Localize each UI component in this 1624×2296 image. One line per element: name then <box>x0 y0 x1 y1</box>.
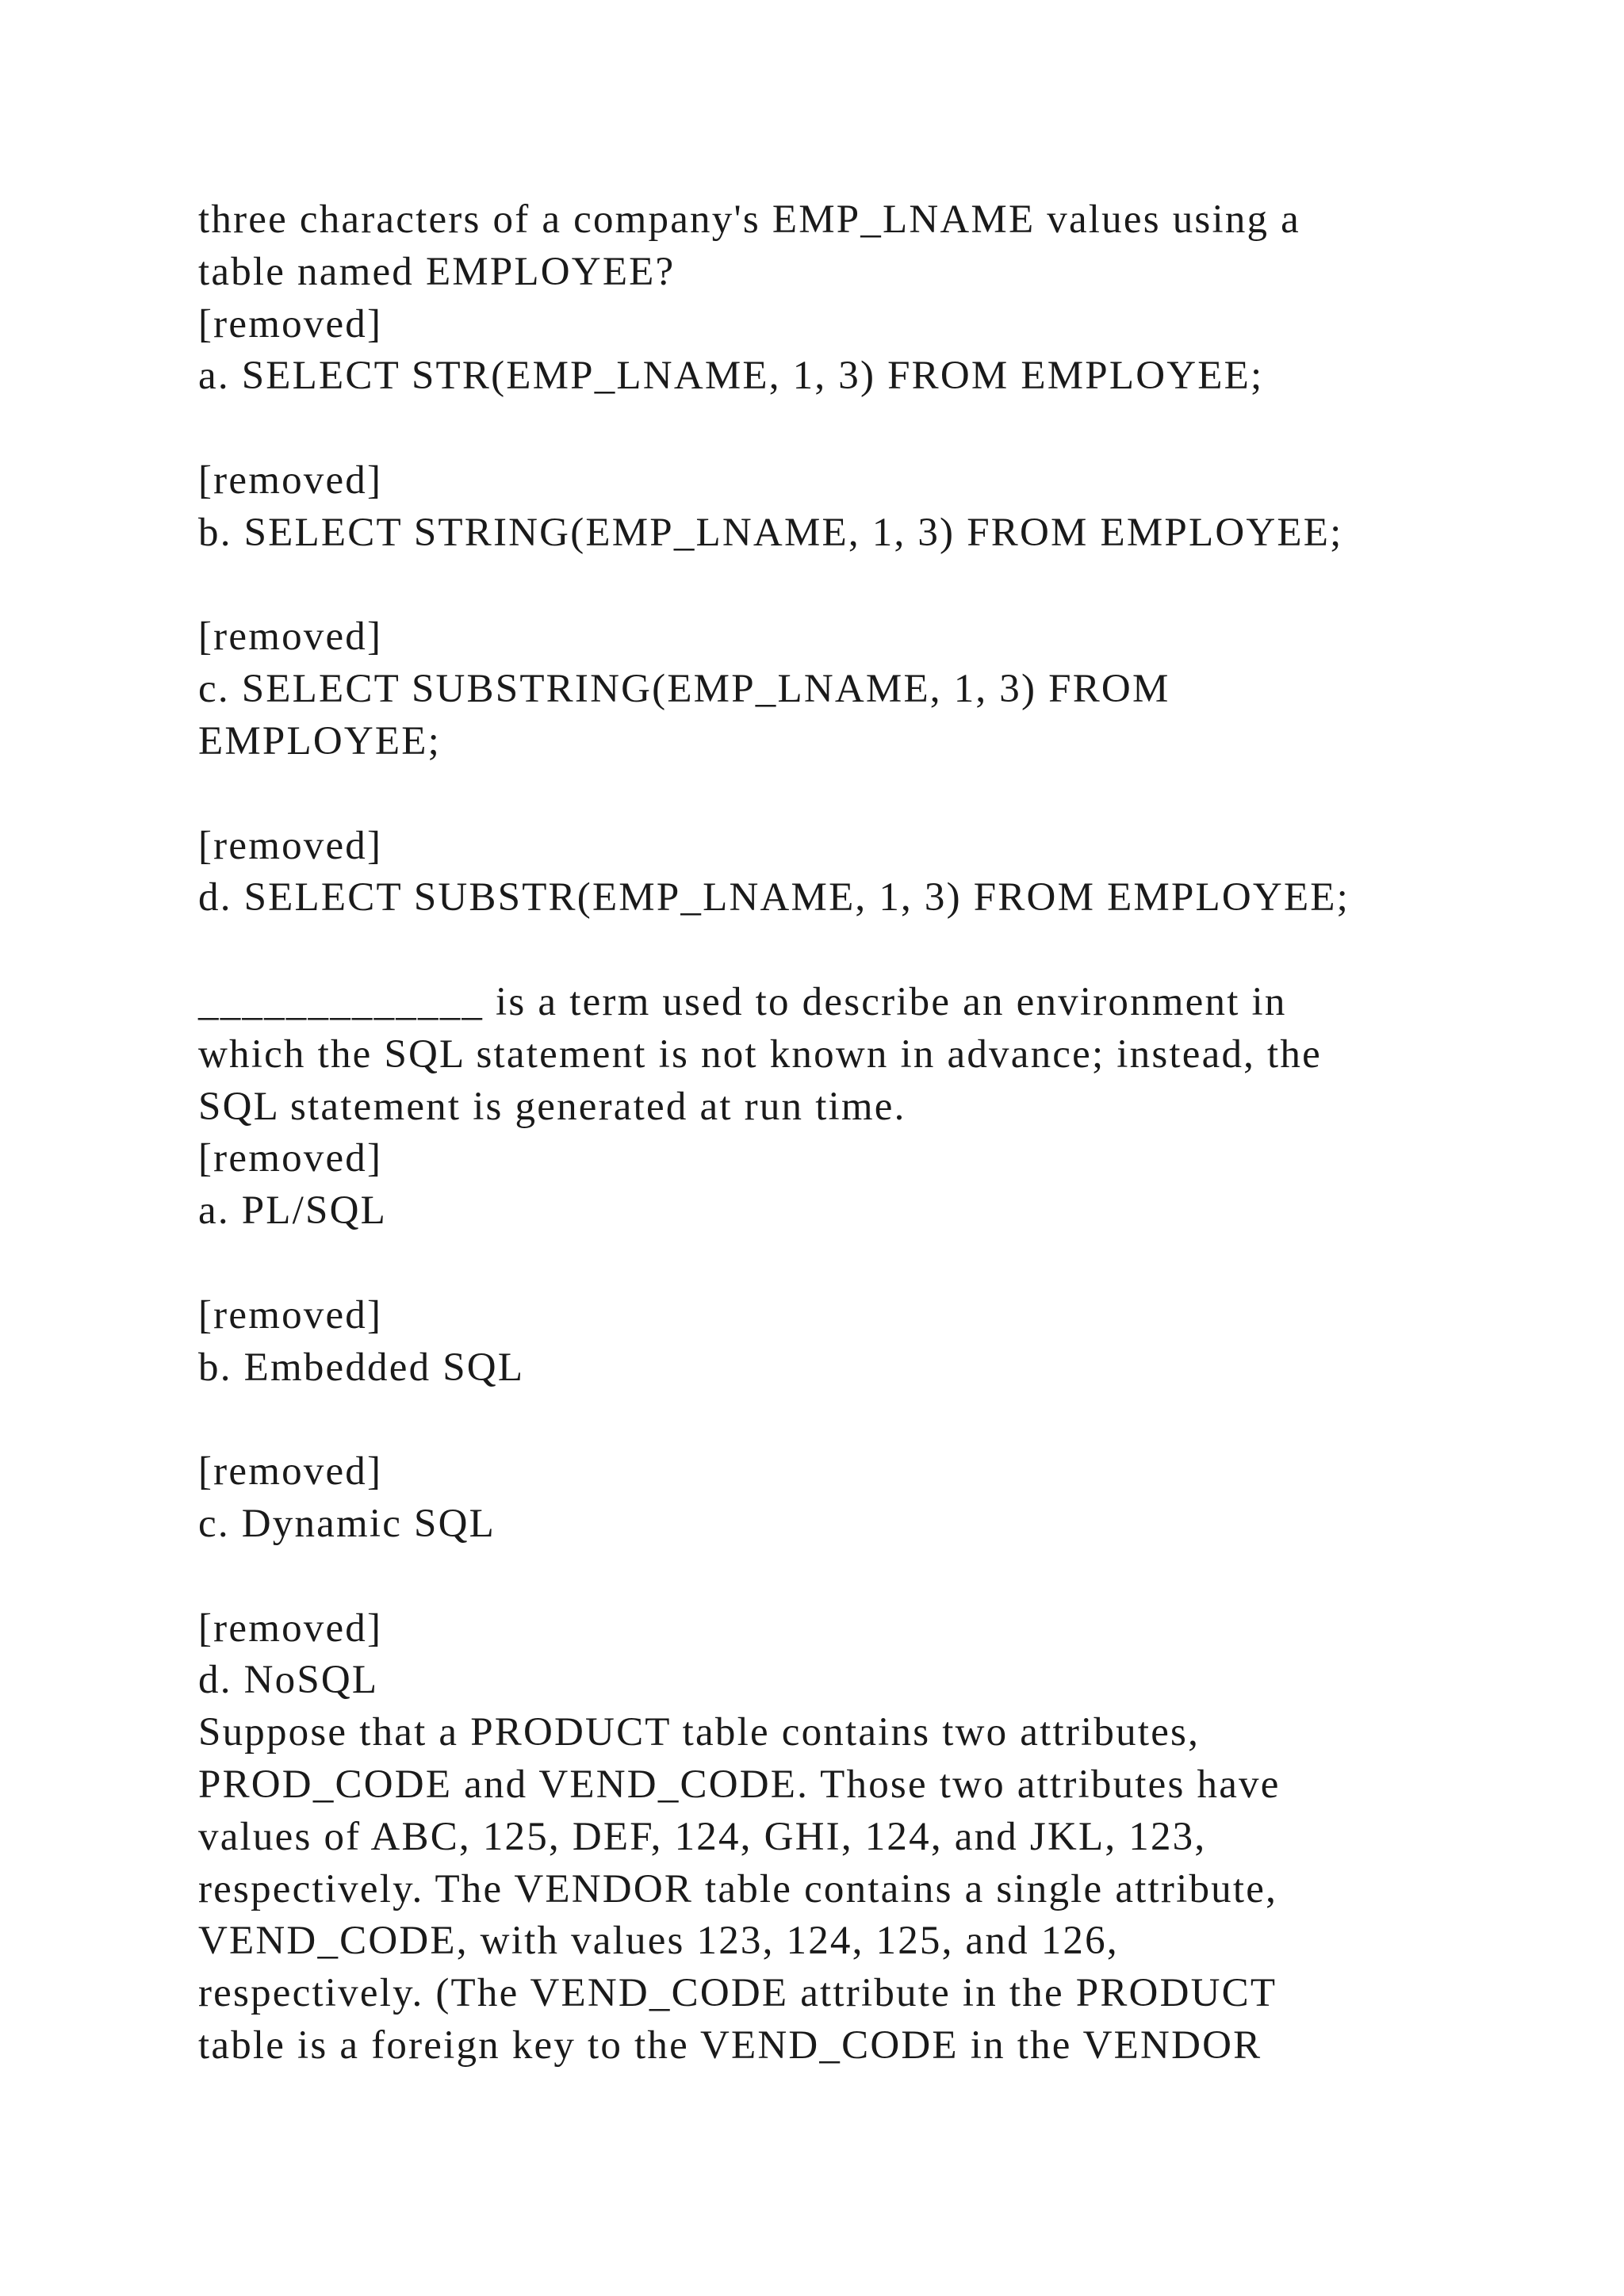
answer-option: d. SELECT SUBSTR(EMP_LNAME, 1, 3) FROM EMPLOYEE; <box>198 875 1350 920</box>
question-text: table is a foreign key to the VEND_CODE in the VENDOR <box>198 2022 1262 2068</box>
removed-marker: [removed] <box>198 1605 383 1651</box>
document-text <box>198 194 1483 2072</box>
answer-option: b. SELECT STRING(EMP_LNAME, 1, 3) FROM EMPLOYEE; <box>198 510 1343 555</box>
question-text: SQL statement is generated at run time. <box>198 1084 906 1129</box>
removed-marker: [removed] <box>198 823 383 868</box>
blank-line <box>198 403 1483 455</box>
text-line: three characters of a company's EMP_LNAME values using a <box>198 197 1301 242</box>
question-text: PROD_CODE and VEND_CODE. Those two attributes have <box>198 1762 1281 1807</box>
question-text: respectively. The VENDOR table contains a single attribute, <box>198 1866 1278 1911</box>
blank-line <box>198 1238 1483 1290</box>
removed-marker: [removed] <box>198 1136 383 1181</box>
blank-line <box>198 1394 1483 1446</box>
blank-line <box>198 768 1483 821</box>
question-text: which the SQL statement is not known in advance; instead, the <box>198 1031 1322 1077</box>
answer-option: b. Embedded SQL <box>198 1345 525 1390</box>
question-text: respectively. (The VEND_CODE attribute in the PRODUCT <box>198 1971 1277 2016</box>
removed-marker: [removed] <box>198 614 383 660</box>
question-text: _____________ is a term used to describe an environment in <box>198 979 1287 1024</box>
question-text: Suppose that a PRODUCT table contains two attributes, <box>198 1710 1201 1755</box>
question-text: values of ABC, 125, DEF, 124, GHI, 124, and JKL, 123, <box>198 1814 1207 1859</box>
question-text: VEND_CODE, with values 123, 124, 125, and 126, <box>198 1919 1119 1964</box>
blank-line <box>198 1551 1483 1603</box>
answer-option: a. SELECT STR(EMP_LNAME, 1, 3) FROM EMPLOYEE; <box>198 354 1264 399</box>
answer-option: a. PL/SQL <box>198 1188 387 1234</box>
removed-marker: [removed] <box>198 1292 383 1337</box>
answer-option: c. Dynamic SQL <box>198 1501 496 1546</box>
removed-marker: [removed] <box>198 1449 383 1494</box>
answer-option: d. NoSQL <box>198 1658 379 1703</box>
blank-line <box>198 560 1483 612</box>
blank-line <box>198 924 1483 977</box>
text-line: table named EMPLOYEE? <box>198 249 676 294</box>
removed-marker: [removed] <box>198 457 383 503</box>
removed-marker: [removed] <box>198 301 383 346</box>
answer-option: c. SELECT SUBSTRING(EMP_LNAME, 1, 3) FROM <box>198 667 1170 712</box>
answer-option: EMPLOYEE; <box>198 718 441 763</box>
